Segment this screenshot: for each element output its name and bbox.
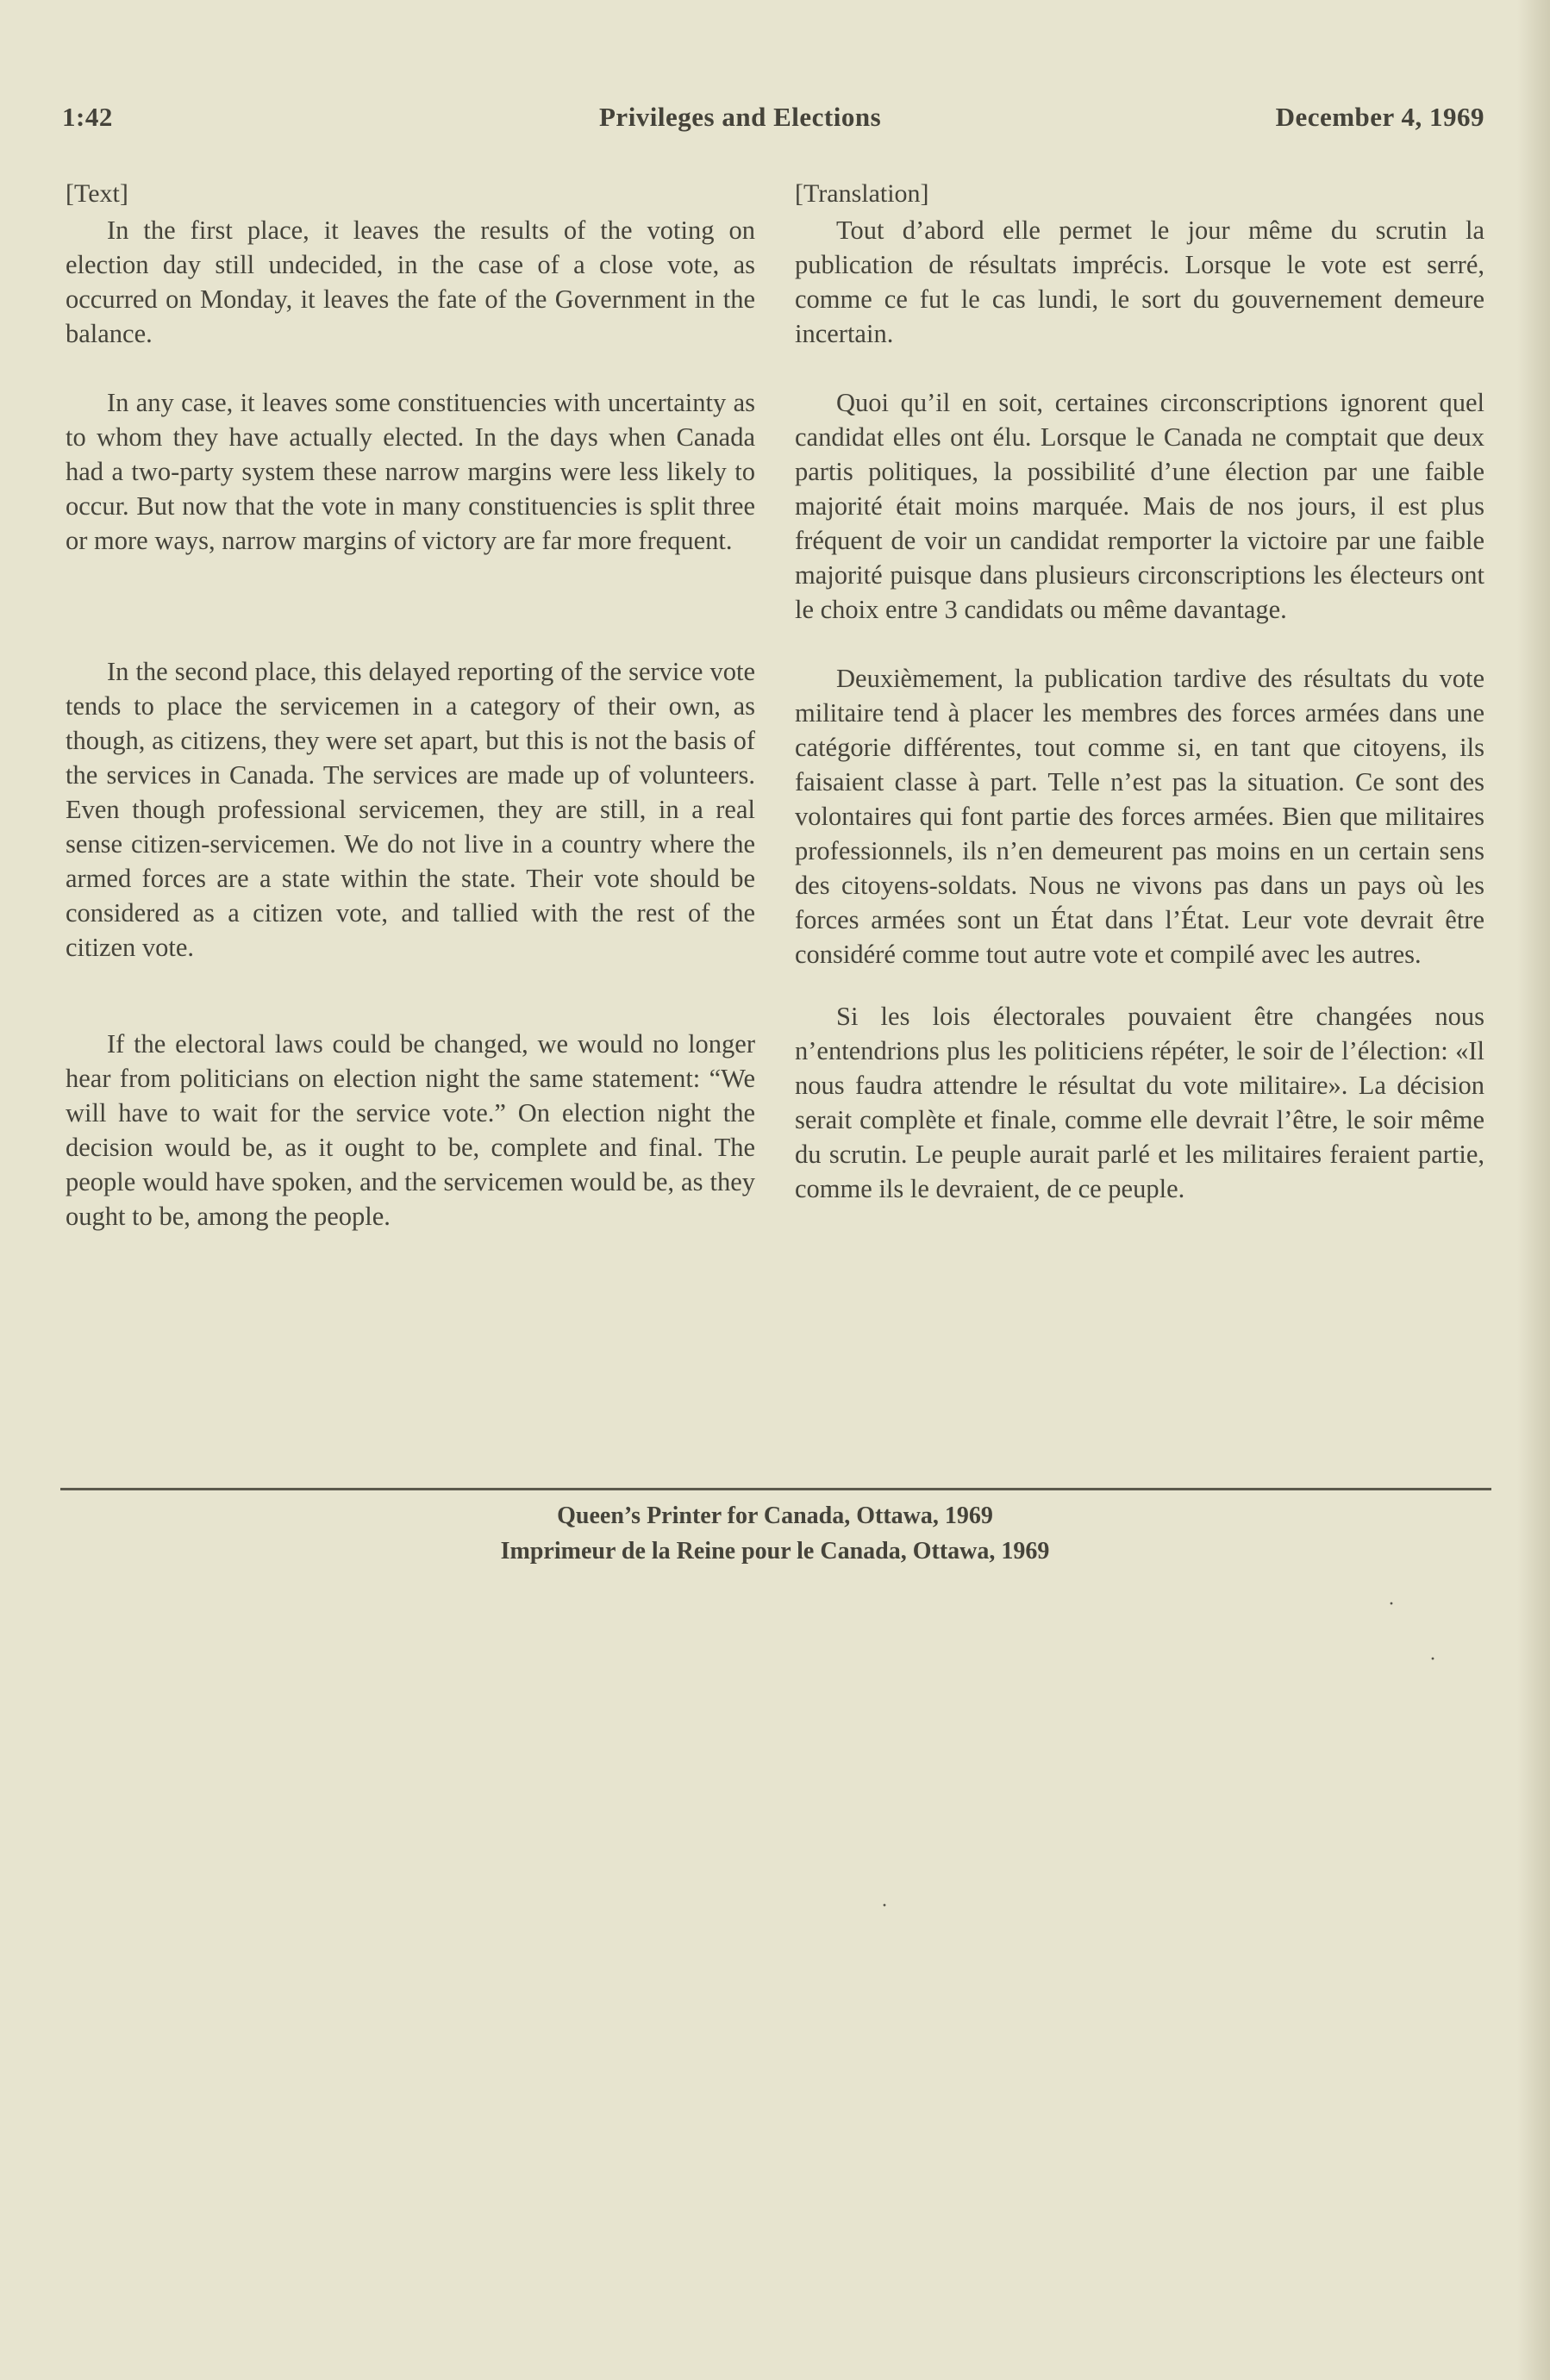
english-paragraph-2: In any case, it leaves some constituencies with uncertainty as to whom they have actually elected. In the days when Canada had a two-party system these narrow margins were less likely to occur. But now that the vote in many constituencies is split three or more ways, narrow margins of victory are far more frequent. (66, 388, 755, 555)
stray-ink-mark: · (1429, 1648, 1436, 1671)
french-paragraph-1: Tout d’abord elle permet le jour même du scrutin la publication de résultats imprécis. Lorsque le vote est serré, comme ce fut le cas lundi, le sort du gouvernement demeure incertain. (795, 216, 1484, 348)
page-edge-shadow (1517, 0, 1550, 2380)
french-paragraph-4: Si les lois électorales pouvaient être changées nous n’entendrions plus les politiciens répéter, le soir de l’élection: «Il nous faudra attendre le résultat du vote militaire». La décision serait complète et finale, comme elle devrait l’être, le soir même du scrutin. Le peuple aurait parlé et les militaires feraient partie, comme ils le devraient, de ce peuple. (795, 1002, 1484, 1203)
french-paragraph-3: Deuxièmement, la publication tardive des résultats du vote militaire tend à placer les membres des forces armées dans une catégorie différentes, tout comme si, en tant que citoyens, ils faisaient classe à part. Telle n’est pas la situation. Ce sont des volontaires qui font partie des forces armées. Bien que militaires professionnels, ils n’en demeurent pas moins en un certain sens des citoyens-soldats. Nous ne vivons pas dans un pays où les forces armées sont un État dans l’État. Leur vote devrait être considéré comme tout autre vote et compilé avec les autres. (795, 664, 1484, 969)
footer-rule (60, 1488, 1491, 1490)
french-label: [Translation] (795, 179, 929, 208)
running-date: December 4, 1969 (1275, 102, 1484, 132)
english-label: [Text] (66, 179, 128, 208)
english-paragraph-4: If the electoral laws could be changed, we would no longer hear from politicians on election night the same statement: “We will have to wait for the service vote.” On election night the decision would be, as it ought to be, complete and final. The people would have spoken, and the servicemen would be, as they ought to be, among the people. (66, 1029, 755, 1231)
page-number: 1:42 (62, 102, 113, 132)
french-paragraph-2: Quoi qu’il en soit, certaines circonscriptions ignorent quel candidat elles ont élu. Lorsque le Canada ne comptait que deux partis politiques, la possibilité d’une élection par une faible majorité était moins marquée. Mais de nos jours, il est plus fréquent de voir un candidat remporter la victoire par une faible majorité puisque dans plusieurs circonscriptions les électeurs ont le choix entre 3 candidats ou même davantage. (795, 388, 1484, 624)
english-paragraph-1: In the first place, it leaves the results of the voting on election day still undecided, in the case of a close vote, as occurred on Monday, it leaves the fate of the Government in the balance. (66, 216, 755, 348)
english-column (66, 177, 755, 1234)
running-head (62, 102, 1484, 136)
imprint-french: Imprimeur de la Reine pour le Canada, Ottawa, 1969 (500, 1538, 1050, 1565)
stray-ink-mark: · (881, 1895, 888, 1917)
imprint-english: Queen’s Printer for Canada, Ottawa, 1969 (557, 1502, 993, 1529)
french-column (795, 177, 1484, 1206)
stray-ink-mark: · (1388, 1593, 1395, 1615)
english-paragraph-3: In the second place, this delayed reporting of the service vote tends to place the servicemen in a category of their own, as though, as citizens, they were set apart, but this is not the basis of the services in Canada. The services are made up of volunteers. Even though professional servicemen, they are still, in a real sense citizen-servicemen. We do not live in a country where the armed forces are a state within the state. Their vote should be considered as a citizen vote, and tallied with the rest of the citizen vote. (66, 657, 755, 962)
running-title: Privileges and Elections (599, 102, 882, 132)
